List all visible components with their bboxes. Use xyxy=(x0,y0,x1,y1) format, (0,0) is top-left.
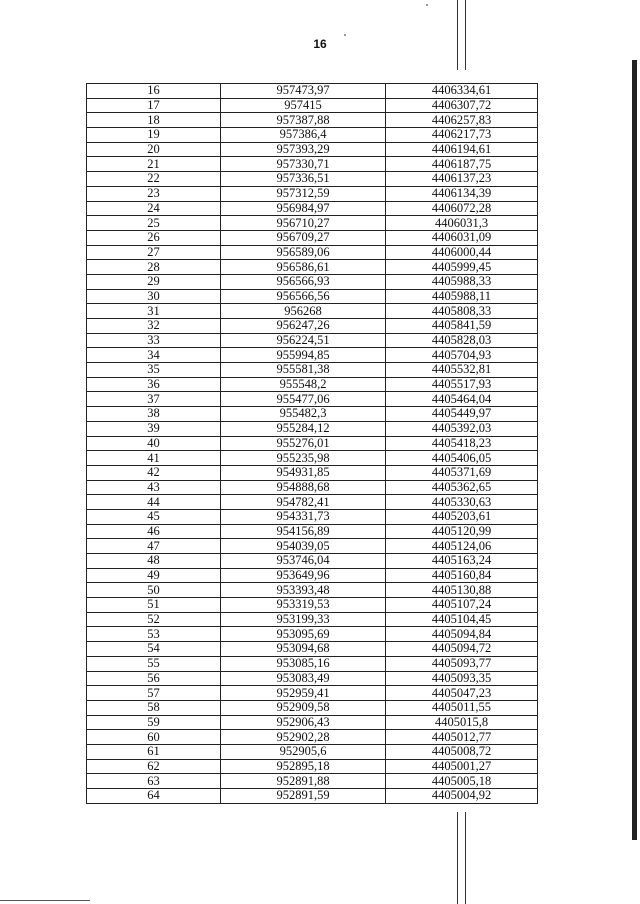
x-coordinate-cell: 955276,01 xyxy=(221,436,386,451)
table-row xyxy=(87,451,538,466)
table-row xyxy=(87,686,538,701)
point-number-cell: 35 xyxy=(87,363,221,378)
table-row xyxy=(87,789,538,804)
x-coordinate-cell: 956268 xyxy=(221,304,386,319)
table-row xyxy=(87,598,538,613)
table-row xyxy=(87,113,538,128)
table-row xyxy=(87,715,538,730)
x-coordinate-cell: 953746,04 xyxy=(221,554,386,569)
y-coordinate-cell: 4405704,93 xyxy=(386,348,538,363)
table-row xyxy=(87,436,538,451)
table-row xyxy=(87,774,538,789)
y-coordinate-cell: 4405371,69 xyxy=(386,465,538,480)
point-number-cell: 51 xyxy=(87,598,221,613)
x-coordinate-cell: 952959,41 xyxy=(221,686,386,701)
x-coordinate-cell: 957330,71 xyxy=(221,157,386,172)
point-number-cell: 59 xyxy=(87,715,221,730)
y-coordinate-cell: 4406031,09 xyxy=(386,230,538,245)
x-coordinate-cell: 956224,51 xyxy=(221,333,386,348)
table-row xyxy=(87,583,538,598)
table-row xyxy=(87,304,538,319)
x-coordinate-cell: 957473,97 xyxy=(221,84,386,99)
point-number-cell: 42 xyxy=(87,465,221,480)
scan-binding-line xyxy=(457,0,458,70)
table-row xyxy=(87,627,538,642)
table-row xyxy=(87,671,538,686)
point-number-cell: 39 xyxy=(87,421,221,436)
y-coordinate-cell: 4405808,33 xyxy=(386,304,538,319)
x-coordinate-cell: 953083,49 xyxy=(221,671,386,686)
point-number-cell: 44 xyxy=(87,495,221,510)
y-coordinate-cell: 4405464,04 xyxy=(386,392,538,407)
x-coordinate-cell: 957393,29 xyxy=(221,142,386,157)
point-number-cell: 18 xyxy=(87,113,221,128)
y-coordinate-cell: 4405107,24 xyxy=(386,598,538,613)
y-coordinate-cell: 4405008,72 xyxy=(386,744,538,759)
x-coordinate-cell: 957312,59 xyxy=(221,186,386,201)
y-coordinate-cell: 4405517,93 xyxy=(386,377,538,392)
page-number: 16 xyxy=(313,37,327,51)
y-coordinate-cell: 4405004,92 xyxy=(386,789,538,804)
x-coordinate-cell: 955235,98 xyxy=(221,451,386,466)
point-number-cell: 63 xyxy=(87,774,221,789)
table-row xyxy=(87,245,538,260)
point-number-cell: 64 xyxy=(87,789,221,804)
y-coordinate-cell: 4406000,44 xyxy=(386,245,538,260)
point-number-cell: 54 xyxy=(87,642,221,657)
table-row xyxy=(87,744,538,759)
point-number-cell: 50 xyxy=(87,583,221,598)
table-row xyxy=(87,612,538,627)
coordinates-table xyxy=(86,83,538,804)
y-coordinate-cell: 4405406,05 xyxy=(386,451,538,466)
y-coordinate-cell: 4406257,83 xyxy=(386,113,538,128)
scan-binding-line xyxy=(457,812,458,904)
y-coordinate-cell: 4405015,8 xyxy=(386,715,538,730)
y-coordinate-cell: 4406334,61 xyxy=(386,84,538,99)
point-number-cell: 43 xyxy=(87,480,221,495)
x-coordinate-cell: 954782,41 xyxy=(221,495,386,510)
point-number-cell: 49 xyxy=(87,568,221,583)
point-number-cell: 37 xyxy=(87,392,221,407)
y-coordinate-cell: 4405011,55 xyxy=(386,700,538,715)
table-row xyxy=(87,172,538,187)
x-coordinate-cell: 955994,85 xyxy=(221,348,386,363)
x-coordinate-cell: 954039,05 xyxy=(221,539,386,554)
table-row xyxy=(87,274,538,289)
point-number-cell: 36 xyxy=(87,377,221,392)
x-coordinate-cell: 953095,69 xyxy=(221,627,386,642)
y-coordinate-cell: 4405392,03 xyxy=(386,421,538,436)
y-coordinate-cell: 4405104,45 xyxy=(386,612,538,627)
y-coordinate-cell: 4406217,73 xyxy=(386,128,538,143)
point-number-cell: 47 xyxy=(87,539,221,554)
table-row xyxy=(87,421,538,436)
point-number-cell: 62 xyxy=(87,759,221,774)
table-row xyxy=(87,201,538,216)
y-coordinate-cell: 4405005,18 xyxy=(386,774,538,789)
x-coordinate-cell: 956709,27 xyxy=(221,230,386,245)
y-coordinate-cell: 4406137,23 xyxy=(386,172,538,187)
table-row xyxy=(87,289,538,304)
x-coordinate-cell: 956566,56 xyxy=(221,289,386,304)
table-row xyxy=(87,84,538,99)
table-row xyxy=(87,465,538,480)
x-coordinate-cell: 955548,2 xyxy=(221,377,386,392)
y-coordinate-cell: 4405163,24 xyxy=(386,554,538,569)
point-number-cell: 27 xyxy=(87,245,221,260)
x-coordinate-cell: 952909,58 xyxy=(221,700,386,715)
y-coordinate-cell: 4405093,77 xyxy=(386,656,538,671)
scan-binding-line xyxy=(465,0,466,70)
y-coordinate-cell: 4405001,27 xyxy=(386,759,538,774)
y-coordinate-cell: 4405999,45 xyxy=(386,260,538,275)
table-row xyxy=(87,642,538,657)
table-row xyxy=(87,186,538,201)
point-number-cell: 21 xyxy=(87,157,221,172)
point-number-cell: 28 xyxy=(87,260,221,275)
point-number-cell: 56 xyxy=(87,671,221,686)
x-coordinate-cell: 952902,28 xyxy=(221,730,386,745)
y-coordinate-cell: 4406307,72 xyxy=(386,98,538,113)
y-coordinate-cell: 4405988,11 xyxy=(386,289,538,304)
y-coordinate-cell: 4405362,65 xyxy=(386,480,538,495)
point-number-cell: 20 xyxy=(87,142,221,157)
point-number-cell: 31 xyxy=(87,304,221,319)
table-row xyxy=(87,700,538,715)
point-number-cell: 52 xyxy=(87,612,221,627)
table-row xyxy=(87,216,538,231)
point-number-cell: 55 xyxy=(87,656,221,671)
x-coordinate-cell: 953094,68 xyxy=(221,642,386,657)
x-coordinate-cell: 957387,88 xyxy=(221,113,386,128)
table-row xyxy=(87,157,538,172)
y-coordinate-cell: 4405330,63 xyxy=(386,495,538,510)
table-row xyxy=(87,348,538,363)
point-number-cell: 57 xyxy=(87,686,221,701)
x-coordinate-cell: 957415 xyxy=(221,98,386,113)
table-row xyxy=(87,260,538,275)
x-coordinate-cell: 953393,48 xyxy=(221,583,386,598)
y-coordinate-cell: 4405160,84 xyxy=(386,568,538,583)
x-coordinate-cell: 952906,43 xyxy=(221,715,386,730)
x-coordinate-cell: 952905,6 xyxy=(221,744,386,759)
y-coordinate-cell: 4405449,97 xyxy=(386,407,538,422)
y-coordinate-cell: 4405841,59 xyxy=(386,319,538,334)
x-coordinate-cell: 953649,96 xyxy=(221,568,386,583)
point-number-cell: 60 xyxy=(87,730,221,745)
x-coordinate-cell: 954156,89 xyxy=(221,524,386,539)
y-coordinate-cell: 4405130,88 xyxy=(386,583,538,598)
x-coordinate-cell: 954331,73 xyxy=(221,509,386,524)
table-row xyxy=(87,319,538,334)
x-coordinate-cell: 956984,97 xyxy=(221,201,386,216)
x-coordinate-cell: 955581,38 xyxy=(221,363,386,378)
y-coordinate-cell: 4405047,23 xyxy=(386,686,538,701)
table-row xyxy=(87,142,538,157)
scan-binding-line xyxy=(465,812,466,904)
table-row xyxy=(87,539,538,554)
table-row xyxy=(87,730,538,745)
coordinates-table-body xyxy=(87,84,538,804)
table-row xyxy=(87,377,538,392)
table-row xyxy=(87,495,538,510)
x-coordinate-cell: 953085,16 xyxy=(221,656,386,671)
y-coordinate-cell: 4405418,23 xyxy=(386,436,538,451)
y-coordinate-cell: 4406194,61 xyxy=(386,142,538,157)
point-number-cell: 38 xyxy=(87,407,221,422)
y-coordinate-cell: 4405093,35 xyxy=(386,671,538,686)
table-row xyxy=(87,333,538,348)
point-number-cell: 19 xyxy=(87,128,221,143)
table-row xyxy=(87,759,538,774)
point-number-cell: 41 xyxy=(87,451,221,466)
x-coordinate-cell: 956247,26 xyxy=(221,319,386,334)
x-coordinate-cell: 953199,33 xyxy=(221,612,386,627)
x-coordinate-cell: 956566,93 xyxy=(221,274,386,289)
point-number-cell: 23 xyxy=(87,186,221,201)
scan-speck xyxy=(426,4,428,6)
y-coordinate-cell: 4405124,06 xyxy=(386,539,538,554)
point-number-cell: 48 xyxy=(87,554,221,569)
table-row xyxy=(87,407,538,422)
point-number-cell: 29 xyxy=(87,274,221,289)
table-row xyxy=(87,509,538,524)
y-coordinate-cell: 4405988,33 xyxy=(386,274,538,289)
point-number-cell: 61 xyxy=(87,744,221,759)
point-number-cell: 30 xyxy=(87,289,221,304)
x-coordinate-cell: 955284,12 xyxy=(221,421,386,436)
x-coordinate-cell: 954888,68 xyxy=(221,480,386,495)
y-coordinate-cell: 4405012,77 xyxy=(386,730,538,745)
point-number-cell: 53 xyxy=(87,627,221,642)
x-coordinate-cell: 952891,59 xyxy=(221,789,386,804)
point-number-cell: 22 xyxy=(87,172,221,187)
x-coordinate-cell: 956589,06 xyxy=(221,245,386,260)
point-number-cell: 25 xyxy=(87,216,221,231)
y-coordinate-cell: 4406187,75 xyxy=(386,157,538,172)
y-coordinate-cell: 4405120,99 xyxy=(386,524,538,539)
y-coordinate-cell: 4406072,28 xyxy=(386,201,538,216)
table-row xyxy=(87,524,538,539)
point-number-cell: 34 xyxy=(87,348,221,363)
table-row xyxy=(87,98,538,113)
point-number-cell: 26 xyxy=(87,230,221,245)
point-number-cell: 33 xyxy=(87,333,221,348)
point-number-cell: 46 xyxy=(87,524,221,539)
table-row xyxy=(87,554,538,569)
x-coordinate-cell: 955482,3 xyxy=(221,407,386,422)
y-coordinate-cell: 4405094,72 xyxy=(386,642,538,657)
table-row xyxy=(87,656,538,671)
table-row xyxy=(87,392,538,407)
table-row xyxy=(87,480,538,495)
point-number-cell: 17 xyxy=(87,98,221,113)
y-coordinate-cell: 4405532,81 xyxy=(386,363,538,378)
x-coordinate-cell: 957336,51 xyxy=(221,172,386,187)
x-coordinate-cell: 955477,06 xyxy=(221,392,386,407)
point-number-cell: 24 xyxy=(87,201,221,216)
scan-edge-bar xyxy=(632,60,637,840)
point-number-cell: 16 xyxy=(87,84,221,99)
y-coordinate-cell: 4405203,61 xyxy=(386,509,538,524)
scan-speck xyxy=(344,34,346,36)
table-row xyxy=(87,230,538,245)
table-row xyxy=(87,128,538,143)
point-number-cell: 40 xyxy=(87,436,221,451)
x-coordinate-cell: 953319,53 xyxy=(221,598,386,613)
point-number-cell: 45 xyxy=(87,509,221,524)
x-coordinate-cell: 954931,85 xyxy=(221,465,386,480)
y-coordinate-cell: 4405094,84 xyxy=(386,627,538,642)
coordinates-table-wrapper xyxy=(86,83,537,804)
y-coordinate-cell: 4406031,3 xyxy=(386,216,538,231)
table-row xyxy=(87,568,538,583)
x-coordinate-cell: 956586,61 xyxy=(221,260,386,275)
point-number-cell: 58 xyxy=(87,700,221,715)
y-coordinate-cell: 4406134,39 xyxy=(386,186,538,201)
scan-bottom-mark xyxy=(0,900,90,901)
point-number-cell: 32 xyxy=(87,319,221,334)
x-coordinate-cell: 956710,27 xyxy=(221,216,386,231)
table-row xyxy=(87,363,538,378)
x-coordinate-cell: 952891,88 xyxy=(221,774,386,789)
y-coordinate-cell: 4405828,03 xyxy=(386,333,538,348)
x-coordinate-cell: 952895,18 xyxy=(221,759,386,774)
x-coordinate-cell: 957386,4 xyxy=(221,128,386,143)
